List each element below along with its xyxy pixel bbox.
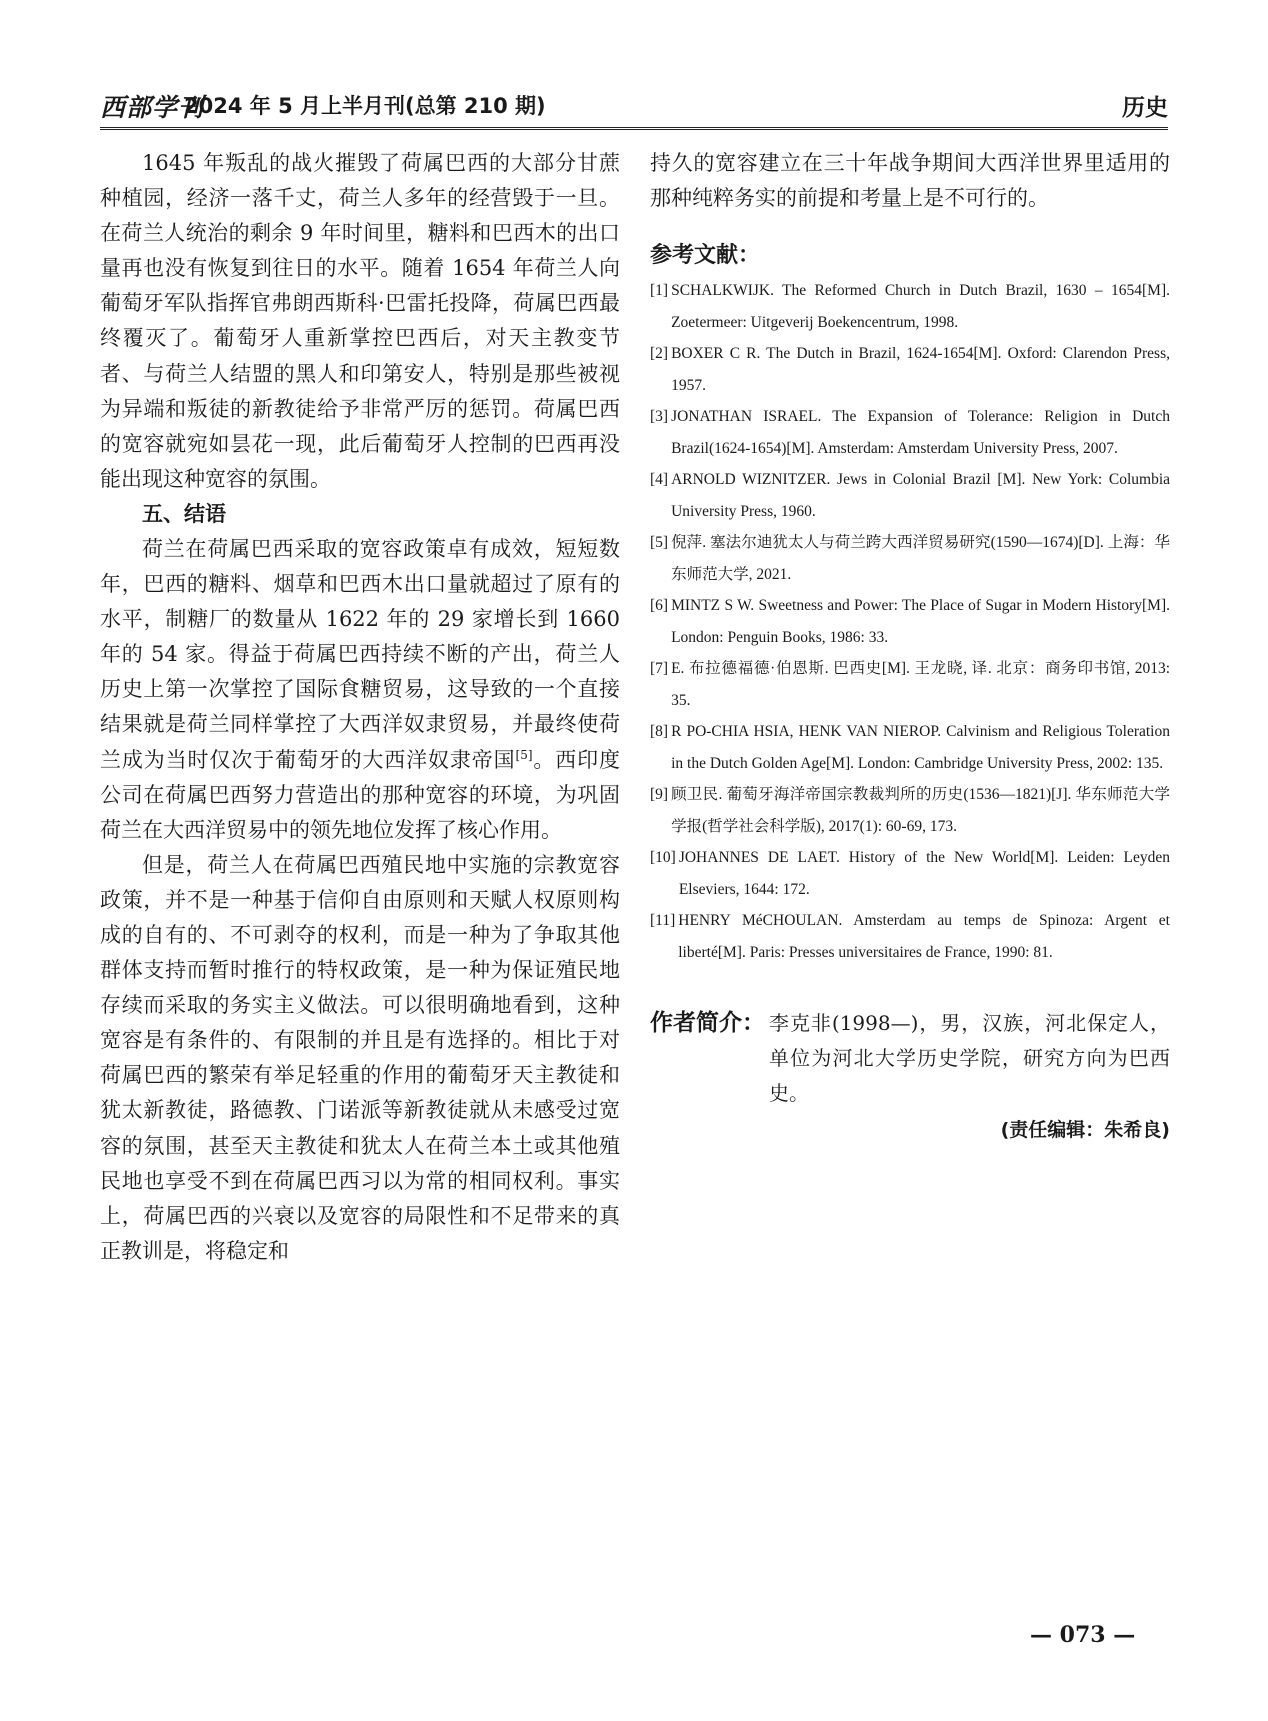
reference-item [650, 653, 1170, 716]
reference-item [650, 527, 1170, 590]
reference-number: [7] [650, 660, 669, 678]
reference-number: [11] [650, 912, 676, 930]
reference-number: [9] [650, 786, 669, 804]
page-header [100, 88, 1168, 124]
reference-text: E. 布拉德福德·伯恩斯. 巴西史[M]. 王龙晓, 译. 北京：商务印书馆, 2013: 35. [671, 660, 1170, 709]
reference-number: [3] [650, 408, 669, 426]
section-label: 历史 [1122, 95, 1168, 121]
reference-item [650, 338, 1170, 401]
body-paragraph [100, 532, 620, 848]
reference-text: JOHANNES DE LAET. History of the New World[M]. Leiden: Leyden Elseviers, 1644: 172. [678, 849, 1170, 898]
section-heading: 五、结语 [142, 501, 226, 526]
reference-item [650, 401, 1170, 464]
body-paragraph: 但是，荷兰人在荷属巴西殖民地中实施的宗教宽容政策，并不是一种基于信仰自由原则和天赋人权原则构成的自有的、不可剥夺的权利，而是一种为了争取其他群体支持而暂时推行的特权政策，是一种为保证殖民地存续而采取的务实主义做法。可以很明确地看到，这种宽容是有条件的、有限制的并且是有选择的。相比于对荷属巴西的繁荣有举足轻重的作用的葡萄牙天主教徒和犹太新教徒，路德教、门诺派等新教徒就从未感受过宽容的氛围，甚至天主教徒和犹太人在荷兰本土或其他殖民地也享受不到在荷属巴西习以为常的相同权利。事实上，荷属巴西的兴衰以及宽容的局限性和不足带来的真正教训是，将稳定和 [100, 852, 620, 1263]
reference-item [650, 464, 1170, 527]
reference-number: [4] [650, 471, 669, 489]
reference-text: SCHALKWIJK. The Reformed Church in Dutch Brazil, 1630 – 1654[M]. Zoetermeer: Uitgeverij Boekencentrum, 1998. [671, 282, 1170, 331]
reference-number: [8] [650, 723, 669, 741]
references-list [650, 275, 1170, 968]
author-bio [650, 1006, 1170, 1111]
header-rule [100, 127, 1168, 130]
author-label: 作者简介： [650, 1010, 765, 1037]
reference-text: ARNOLD WIZNITZER. Jews in Colonial Brazil [M]. New York: Columbia University Press, 1960. [671, 471, 1170, 520]
reference-text: JONATHAN ISRAEL. The Expansion of Tolerance: Religion in Dutch Brazil(1624-1654)[M]. Amsterdam: Amsterdam University Press, 2007. [671, 408, 1170, 457]
references-title: 参考文献： [650, 243, 761, 269]
body-paragraph: 1645 年叛乱的战火摧毁了荷属巴西的大部分甘蔗种植园，经济一落千丈，荷兰人多年的经营毁于一旦。在荷兰人统治的剩余 9 年时间里，糖料和巴西木的出口量再也没有恢复到往日的水平。随着 1654 年荷兰人向葡萄牙军队指挥官弗朗西斯科·巴雷托投降，荷属巴西最终覆灭了。葡萄牙人重新掌控巴西后，对天主教变节者、与荷兰人结盟的黑人和印第安人，特别是那些被视为异端和叛徒的新教徒给予非常严厉的惩罚。荷属巴西的宽容就宛如昙花一现，此后葡萄牙人控制的巴西再没能出现这种宽容的氛围。 [100, 151, 620, 491]
reference-number: [1] [650, 282, 669, 300]
reference-text: BOXER C R. The Dutch in Brazil, 1624-1654[M]. Oxford: Clarendon Press, 1957. [671, 345, 1170, 394]
reference-item [650, 716, 1170, 779]
body-paragraph-continued: 持久的宽容建立在三十年战争期间大西洋世界里适用的那种纯粹务实的前提和考量上是不可行的。 [650, 151, 1170, 211]
reference-item [650, 779, 1170, 842]
reference-item [650, 842, 1170, 905]
reference-number: [10] [650, 849, 676, 867]
reference-text: 顾卫民. 葡萄牙海洋帝国宗教裁判所的历史(1536—1821)[J]. 华东师范大学学报(哲学社会科学版), 2017(1): 60-69, 173. [671, 786, 1170, 835]
editor-note: (责任编辑：朱希良) [1000, 1119, 1170, 1142]
issue-info: 2024 年 5 月上半月刊(总第 210 期) [184, 94, 546, 118]
reference-text: 倪萍. 塞法尔迪犹太人与荷兰跨大西洋贸易研究(1590—1674)[D]. 上海：华东师范大学, 2021. [671, 534, 1170, 583]
paragraph-text: 。西印度公司在荷属巴西努力营造出的那种宽容的环境，为巩固荷兰在大西洋贸易中的领先地位发挥了核心作用。 [100, 747, 621, 842]
reference-number: [5] [650, 534, 669, 552]
reference-text: R PO-CHIA HSIA, HENK VAN NIEROP. Calvinism and Religious Toleration in the Dutch Golden Age[M]. London: Cambridge University Press, 2002: 135. [671, 723, 1170, 772]
author-text: 李克非(1998—)，男，汉族，河北保定人，单位为河北大学历史学院，研究方向为巴西史。 [769, 1011, 1170, 1106]
page-number: — 073 — [1030, 1622, 1136, 1648]
reference-number: [6] [650, 597, 669, 615]
citation-marker: [5] [515, 747, 533, 762]
reference-text: MINTZ S W. Sweetness and Power: The Place of Sugar in Modern History[M]. London: Penguin Books, 1986: 33. [671, 597, 1170, 646]
reference-number: [2] [650, 345, 669, 363]
right-column [650, 146, 1170, 1142]
left-column [100, 146, 620, 1269]
reference-text: HENRY MéCHOULAN. Amsterdam au temps de Spinoza: Argent et liberté[M]. Paris: Presses universitaires de France, 1990: 81. [678, 912, 1170, 961]
journal-logo: 西部学刊 [100, 93, 205, 122]
reference-item [650, 590, 1170, 653]
paragraph-text: 荷兰在荷属巴西采取的宽容政策卓有成效，短短数年，巴西的糖料、烟草和巴西木出口量就超过了原有的水平，制糖厂的数量从 1622 年的 29 家增长到 1660 年的 54 家。得益于荷属巴西持续不断的产出，荷兰人历史上第一次掌控了国际食糖贸易，这导致的一个直接结果就是荷兰同样掌控了大西洋奴隶贸易，并最终使荷兰成为当时仅次于葡萄牙的大西洋奴隶帝国 [100, 536, 620, 772]
reference-item [650, 905, 1170, 968]
reference-item [650, 275, 1170, 338]
